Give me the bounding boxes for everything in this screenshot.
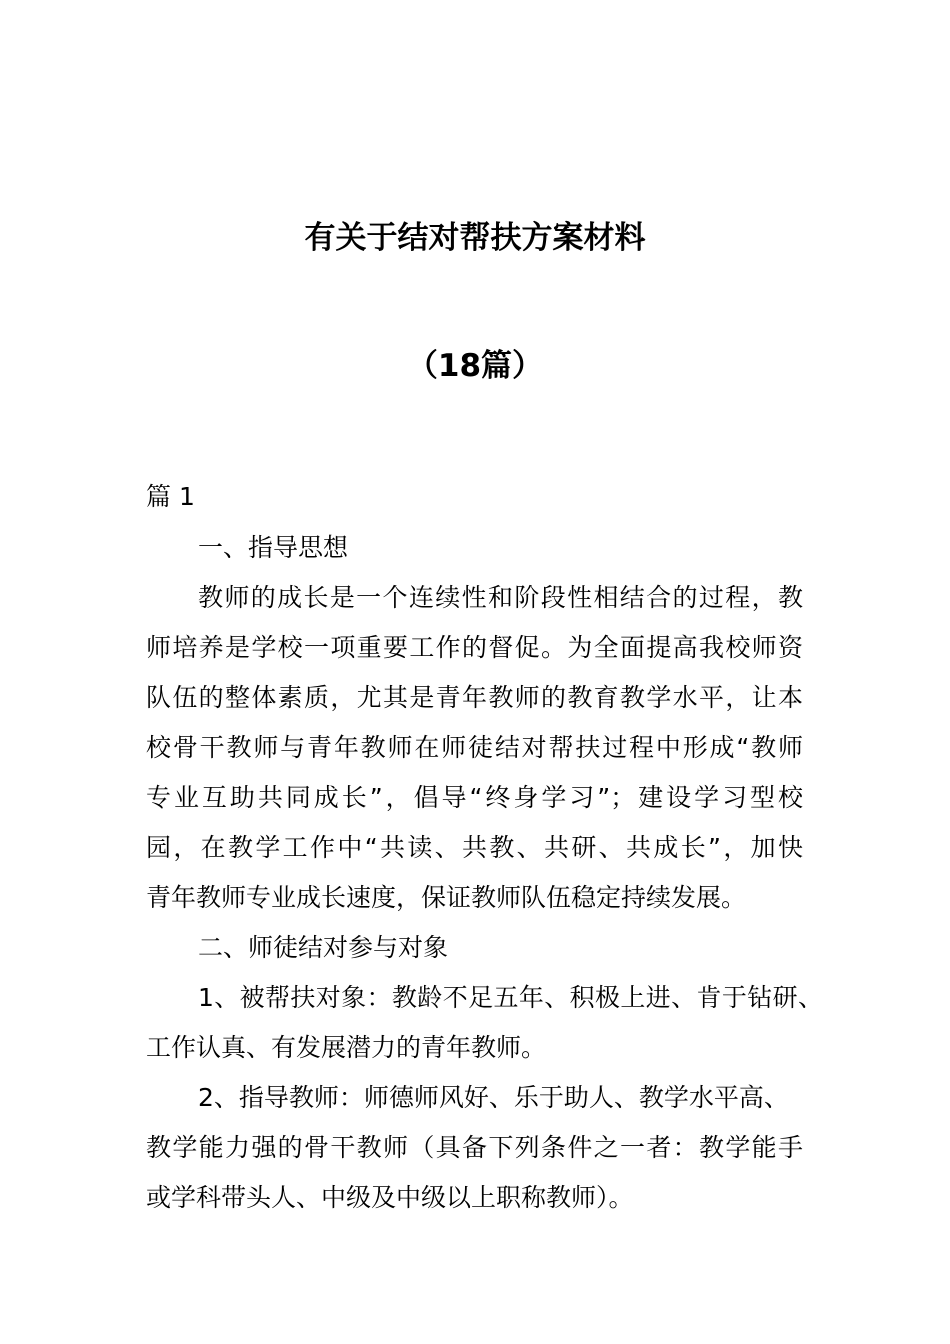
paragraph-line: 园，在教学工作中“共读、共教、共研、共成长”，加快 [146, 833, 803, 862]
paragraph-line: 教师的成长是一个连续性和阶段性相结合的过程，教 [198, 583, 803, 612]
heading-guiding-ideology: 一、指导思想 [198, 533, 349, 562]
paragraph-line: 青年教师专业成长速度，保证教师队伍稳定持续发展。 [146, 883, 747, 912]
paragraph-line: 师培养是学校一项重要工作的督促。为全面提高我校师资 [146, 633, 803, 662]
paragraph-line: 工作认真、有发展潜力的青年教师。 [146, 1033, 547, 1062]
paragraph-line: 或学科带头人、中级及中级以上职称教师）。 [146, 1183, 634, 1212]
paragraph-line: 校骨干教师与青年教师在师徒结对帮扶过程中形成“教师 [146, 733, 803, 762]
paragraph-line: 队伍的整体素质，尤其是青年教师的教育教学水平，让本 [146, 683, 803, 712]
paragraph-line: 1、被帮扶对象：教龄不足五年、积极上进、肯于钻研、 [198, 983, 823, 1012]
paragraph-line: 教学能力强的骨干教师（具备下列条件之一者：教学能手 [146, 1133, 803, 1162]
paragraph-line: 2、指导教师：师德师风好、乐于助人、教学水平高、 [198, 1083, 789, 1112]
document-subtitle: （18篇） [406, 348, 544, 384]
paragraph-line: 专业互助共同成长”，倡导“终身学习”；建设学习型校 [146, 783, 803, 812]
heading-participants: 二、师徒结对参与对象 [198, 933, 449, 962]
section-label: 篇 1 [146, 482, 195, 511]
document-title: 有关于结对帮扶方案材料 [304, 220, 646, 256]
